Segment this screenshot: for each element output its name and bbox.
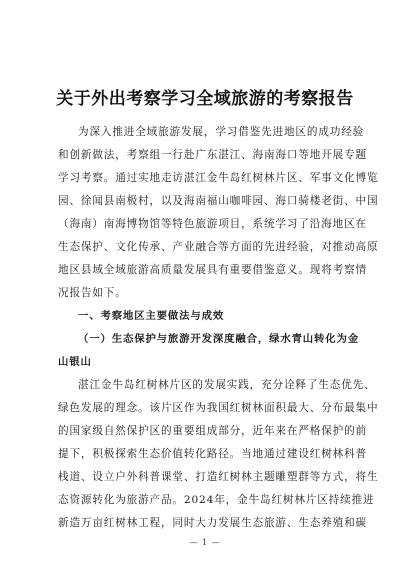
paragraph-line: 地区县域全域旅游高质量发展具有重要借鉴意义。现将考察情 bbox=[58, 264, 367, 276]
paragraph-line: （海南）南海博物馆等特色旅游项目，系统学习了沿海地区在 bbox=[58, 218, 367, 230]
paragraph-line: 栈道、设立户外科普课堂、打造红树林主题雕塑群等方式，将生 bbox=[58, 471, 379, 483]
document-title: 关于外出考察学习全域旅游的考察报告 bbox=[56, 89, 354, 109]
paragraph-line: 提下，积极探索生态价值转化路径。当地通过建设红树林科普 bbox=[58, 448, 367, 460]
page-number: — 1 — bbox=[189, 538, 221, 547]
paragraph-line: 和创新做法，考察组一行赴广东湛江、海南海口等地开展专题 bbox=[58, 149, 367, 161]
paragraph-line: 况报告如下。 bbox=[58, 287, 127, 299]
subsection-heading: （一）生态保护与旅游开发深度融合，绿水青山转化为金 bbox=[78, 333, 360, 345]
paragraph-line: 学习考察。通过实地走访湛江金牛岛红树林片区、军事文化博览 bbox=[58, 172, 379, 184]
paragraph-line: 园、徐闻县南极村，以及海南福山咖啡园、海口骑楼老街、中国 bbox=[58, 195, 379, 207]
paragraph-line: 绿色发展的理念。该片区作为我国红树林面积最大、分布最集中 bbox=[58, 402, 379, 414]
paragraph-line: 新造万亩红树林工程，同时大力发展生态旅游、生态养殖和碳 bbox=[58, 517, 367, 529]
section-heading: 一、考察地区主要做法与成效 bbox=[78, 310, 225, 322]
paragraph-line: 为深入推进全域旅游发展，学习借鉴先进地区的成功经验 bbox=[78, 126, 365, 138]
paragraph-line: 湛江金牛岛红树林片区的发展实践，充分诠释了生态优先、 bbox=[78, 379, 376, 391]
subsection-heading-continued: 山银山 bbox=[58, 356, 92, 368]
paragraph-line: 生态保护、文化传承、产业融合等方面的先进经验，对推动高原 bbox=[58, 241, 379, 253]
paragraph-line: 的国家级自然保护区的重要组成部分，近年来在严格保护的前 bbox=[58, 425, 367, 437]
paragraph-line: 态资源转化为旅游产品。2024年，金牛岛红树林片区持续推进 bbox=[58, 494, 375, 506]
